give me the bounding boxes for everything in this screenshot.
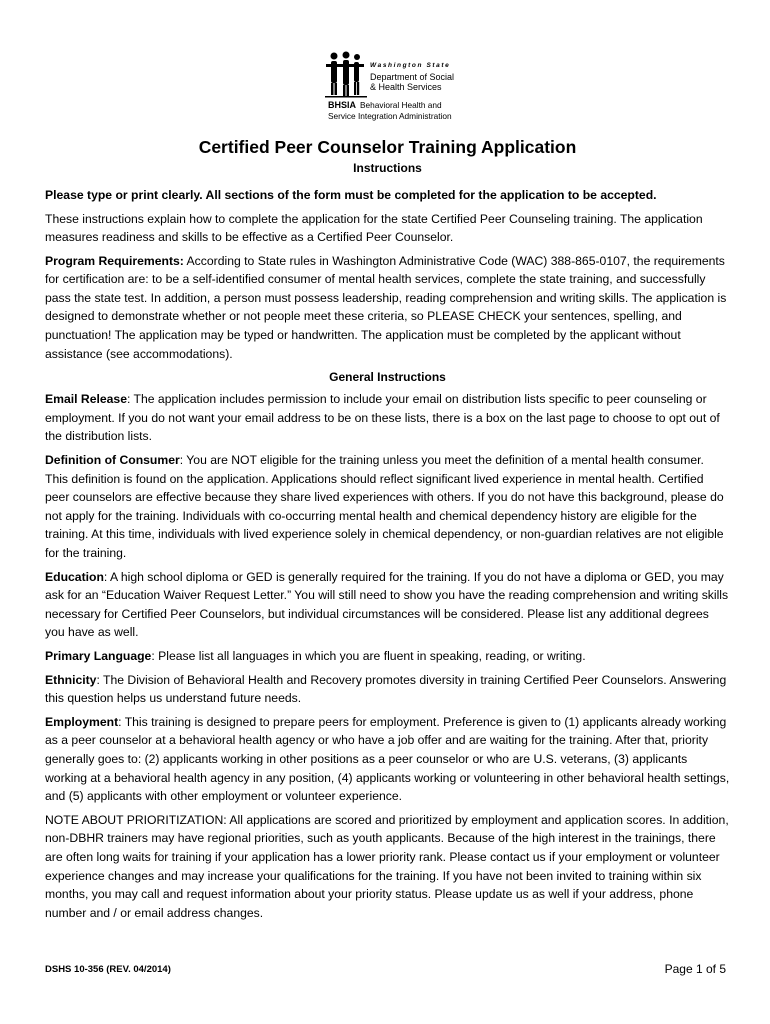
- logo-dept-line1: Department of Social: [370, 72, 455, 82]
- program-requirements-paragraph: [45, 252, 730, 364]
- education-paragraph: [45, 568, 730, 642]
- form-id-footer: DSHS 10-356 (REV. 04/2014): [45, 964, 171, 975]
- general-instructions-heading: General Instructions: [329, 370, 446, 385]
- dshs-logo: [322, 50, 492, 122]
- people-figures-icon: [322, 50, 368, 98]
- instructions-heading: Instructions: [353, 161, 422, 175]
- consumer-definition-text: : You are NOT eligible for the training unless you meet the definition of a mental health consumer. This definition is found on the application. Applications should reflect significant lived experience in mental health. Certified peer counselors are effective because they share lived experiences with others. If you do not have this background, please do not apply for the training. Individuals with co-occurring mental health and chemical dependency history are eligible for the training. At this time, individuals with lived experience solely in chemical dependency, or non-guardian relatives are not eligible for the training.: [45, 453, 724, 560]
- logo-bhsia-acronym: BHSIA: [328, 100, 357, 110]
- employment-paragraph: [45, 713, 730, 806]
- logo-dept-line2: & Health Services: [370, 82, 442, 92]
- ethnicity-label: Ethnicity: [45, 672, 97, 687]
- page-number-footer: Page 1 of 5: [664, 962, 726, 976]
- logo-bhsia-desc-line2: Service Integration Administration: [328, 111, 452, 121]
- employment-label: Employment: [45, 714, 119, 729]
- email-release-paragraph: [45, 390, 730, 446]
- ethnicity-paragraph: [45, 671, 730, 708]
- primary-language-paragraph: [45, 647, 730, 666]
- document-body: [45, 136, 730, 922]
- lead-instruction: Please type or print clearly. All sections of the form must be completed for the application to be accepted.: [45, 188, 657, 202]
- education-text: : A high school diploma or GED is generally required for the training. If you do not have a diploma or GED, you may ask for an “Education Waiver Request Letter.” You will still need to show you have the reading comprehension and writing skills necessary for Certified Peer Counselors, but individual circumstances will be considered. Please list any additional degrees you have as well.: [45, 569, 729, 640]
- page-title: Certified Peer Counselor Training Application: [198, 137, 577, 157]
- program-requirements-label: Program Requirements:: [45, 253, 184, 268]
- program-requirements-text: According to State rules in Washington Administrative Code (WAC) 388-865-0107, the requirements for certification are: to be a self-identified consumer of mental health services, complete the state training, and successfully pass the state test. In addition, a person must possess leadership, reading comprehension and writing skills. The application is designed to demonstrate whether or not people meet these criteria, so PLEASE CHECK your sentences, spelling, and punctuation! The application may be typed or handwritten. The application must be completed by the applicant without assistance (see accommodations).: [45, 253, 727, 361]
- education-label: Education: [45, 569, 104, 584]
- prioritization-note-paragraph: NOTE ABOUT PRIORITIZATION: All applications are scored and prioritized by employment and application scores. In addition, non-DBHR trainers may have regional priorities, such as youth applicants. Because of the high interest in the trainings, there are often long waits for training if your application has a lower priority rank. Please contact us if your employment or volunteer experience changes and may increase your qualifications for the training. If you have not been invited to training within six months, you may call and request information about your priority status. Please update us as well if your address, phone number and / or email address changes.: [45, 812, 729, 920]
- employment-text: : This training is designed to prepare peers for employment. Preference is given to (1) applicants already working as a peer counselor at a behavioral health agency or who have a job offer and are waiting for the training. After that, priority generally goes to: (2) applicants working in other positions as a peer counselor or who are U.S. veterans, (3) applicants working at a behavioral health agency in any position, (4) applicants working or volunteering in other behavioral health settings, and (5) applicants with other employment or volunteer experience.: [45, 714, 730, 804]
- primary-language-label: Primary Language: [45, 648, 152, 663]
- email-release-text: : The application includes permission to include your email on distribution lists specific to peer counseling or employment. If you do not want your email address to be on these lists, there is a box on the last page to choose to opt out of the distribution lists.: [45, 392, 720, 444]
- consumer-definition-label: Definition of Consumer: [45, 453, 180, 468]
- ethnicity-text: : The Division of Behavioral Health and Recovery promotes diversity in training Certified Peer Counselors. Answering this question helps us understand future needs.: [45, 672, 727, 706]
- intro-paragraph: These instructions explain how to complete the application for the state Certified Peer Counseling training. The application measures readiness and skills to be effective as a Certified Peer Counselor.: [45, 211, 703, 245]
- logo-state-text: Washington State: [370, 62, 451, 69]
- email-release-label: Email Release: [45, 392, 127, 407]
- primary-language-text: : Please list all languages in which you are fluent in speaking, reading, or writing.: [151, 648, 586, 663]
- consumer-definition-paragraph: [45, 451, 730, 563]
- logo-bhsia-desc: Behavioral Health and: [360, 100, 442, 110]
- logo-department-text: [370, 72, 490, 92]
